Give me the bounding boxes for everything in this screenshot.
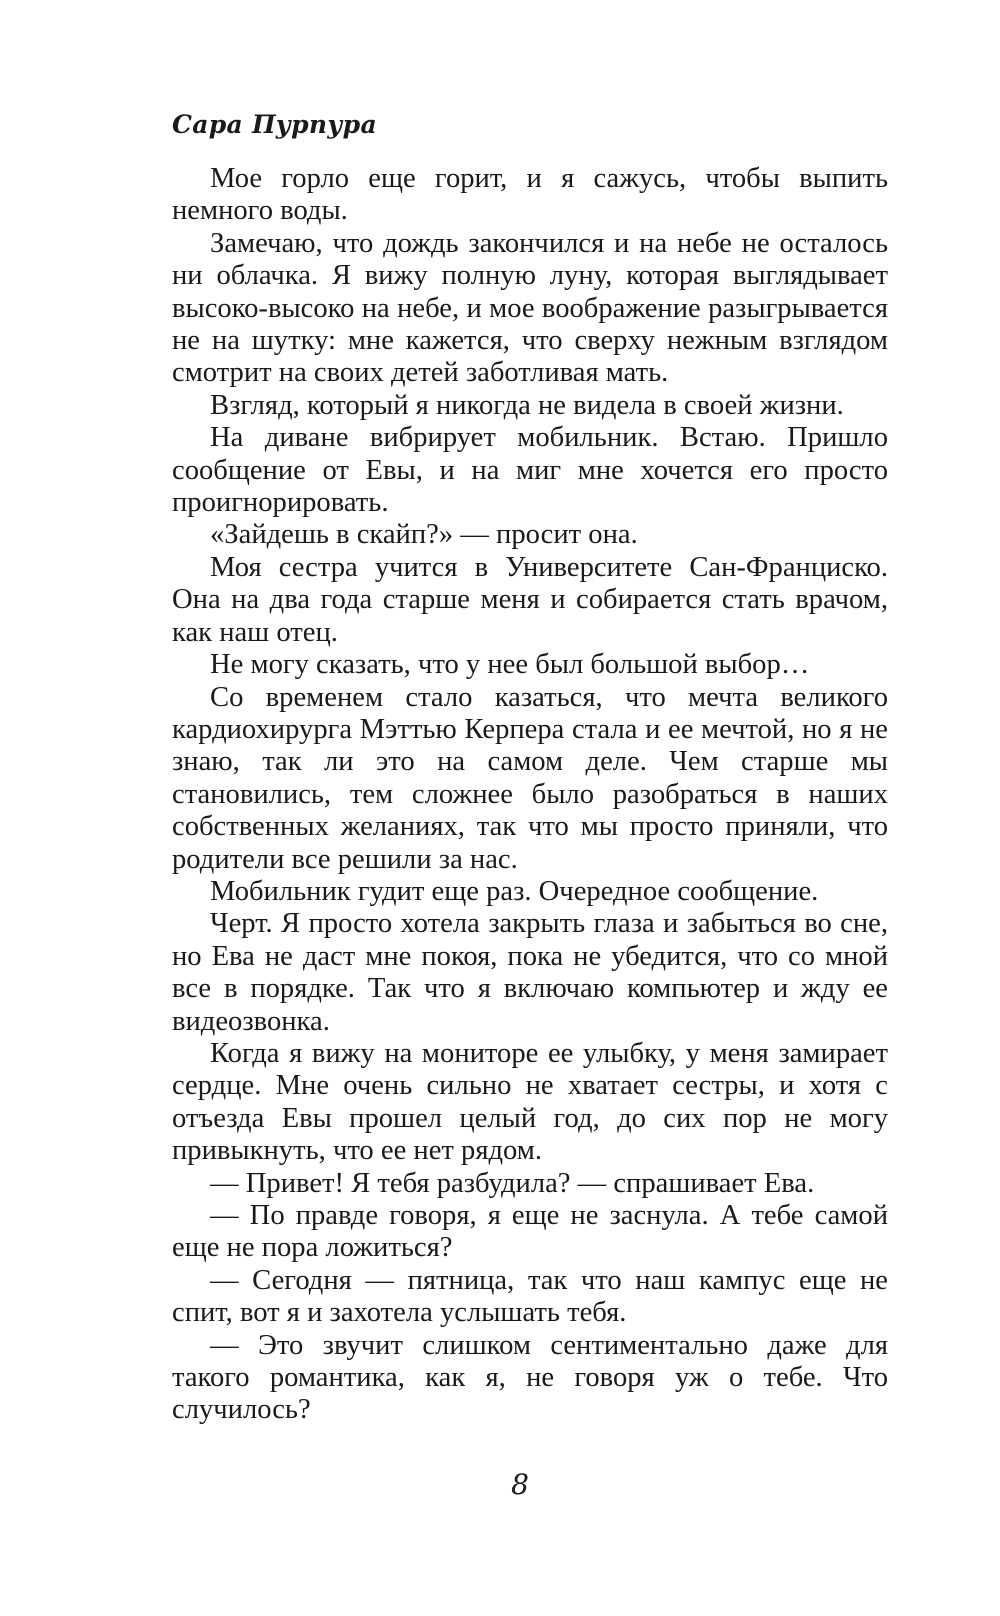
page-number: 8: [511, 1468, 529, 1501]
body-text: [172, 163, 888, 1427]
paragraph: Мое горло еще горит, и я сажусь, чтобы выпить немного воды.: [172, 163, 888, 227]
paragraph: Взгляд, который я никогда не видела в своей жизни.: [210, 389, 844, 421]
paragraph: На диване вибрирует мобильник. Встаю. Пришло сообщение от Евы, и на миг мне хочется его просто проигнорировать.: [172, 422, 888, 519]
paragraph: Когда я вижу на мониторе ее улыбку, у меня замирает сердце. Мне очень сильно не хватает сестры, и хотя с отъезда Евы прошел целый год, до сих пор не могу привыкнуть, что ее нет рядом.: [172, 1037, 888, 1167]
paragraph: Не могу сказать, что у нее был большой выбор…: [210, 649, 810, 681]
paragraph: — Это звучит слишком сентиментально даже для такого романтика, как я, не говоря уж о тебе. Что случилось?: [172, 1329, 888, 1426]
running-header: Сара Пурпура: [172, 110, 377, 139]
paragraph: Со временем стало казаться, что мечта великого кардиохирурга Мэттью Керпера стала и ее мечтой, но я не знаю, так ли это на самом деле. Чем старше мы становились, тем сложнее было разобраться в наших собственных желаниях, так что мы просто приняли, что родители все решили за нас.: [172, 681, 888, 875]
paragraph: Замечаю, что дождь закончился и на небе не осталось ни облачка. Я вижу полную луну, которая выглядывает высоко-высоко на небе, и мое воображение разыгрывается не на шутку: мне кажется, что сверху нежным взглядом смотрит на своих детей заботливая мать.: [172, 227, 888, 389]
paragraph: — Сегодня — пятница, так что наш кампус еще не спит, вот я и захотела услышать тебя.: [172, 1264, 888, 1329]
paragraph: Черт. Я просто хотела закрыть глаза и забыться во сне, но Ева не даст мне покоя, пока не убедится, что со мной все в порядке. Так что я включаю компьютер и жду ее видеозвонка.: [172, 908, 888, 1037]
paragraph: «Зайдешь в скайп?» — просит она.: [210, 519, 638, 551]
paragraph: — Привет! Я тебя разбудила? — спрашивает Ева.: [210, 1167, 815, 1199]
paragraph: Мобильник гудит еще раз. Очередное сообщение.: [210, 875, 819, 907]
paragraph: Моя сестра учится в Университете Сан-Франциско. Она на два года старше меня и собирается стать врачом, как наш отец.: [172, 551, 888, 648]
paragraph: — По правде говоря, я еще не заснула. А тебе самой еще не пора ложиться?: [172, 1200, 888, 1264]
